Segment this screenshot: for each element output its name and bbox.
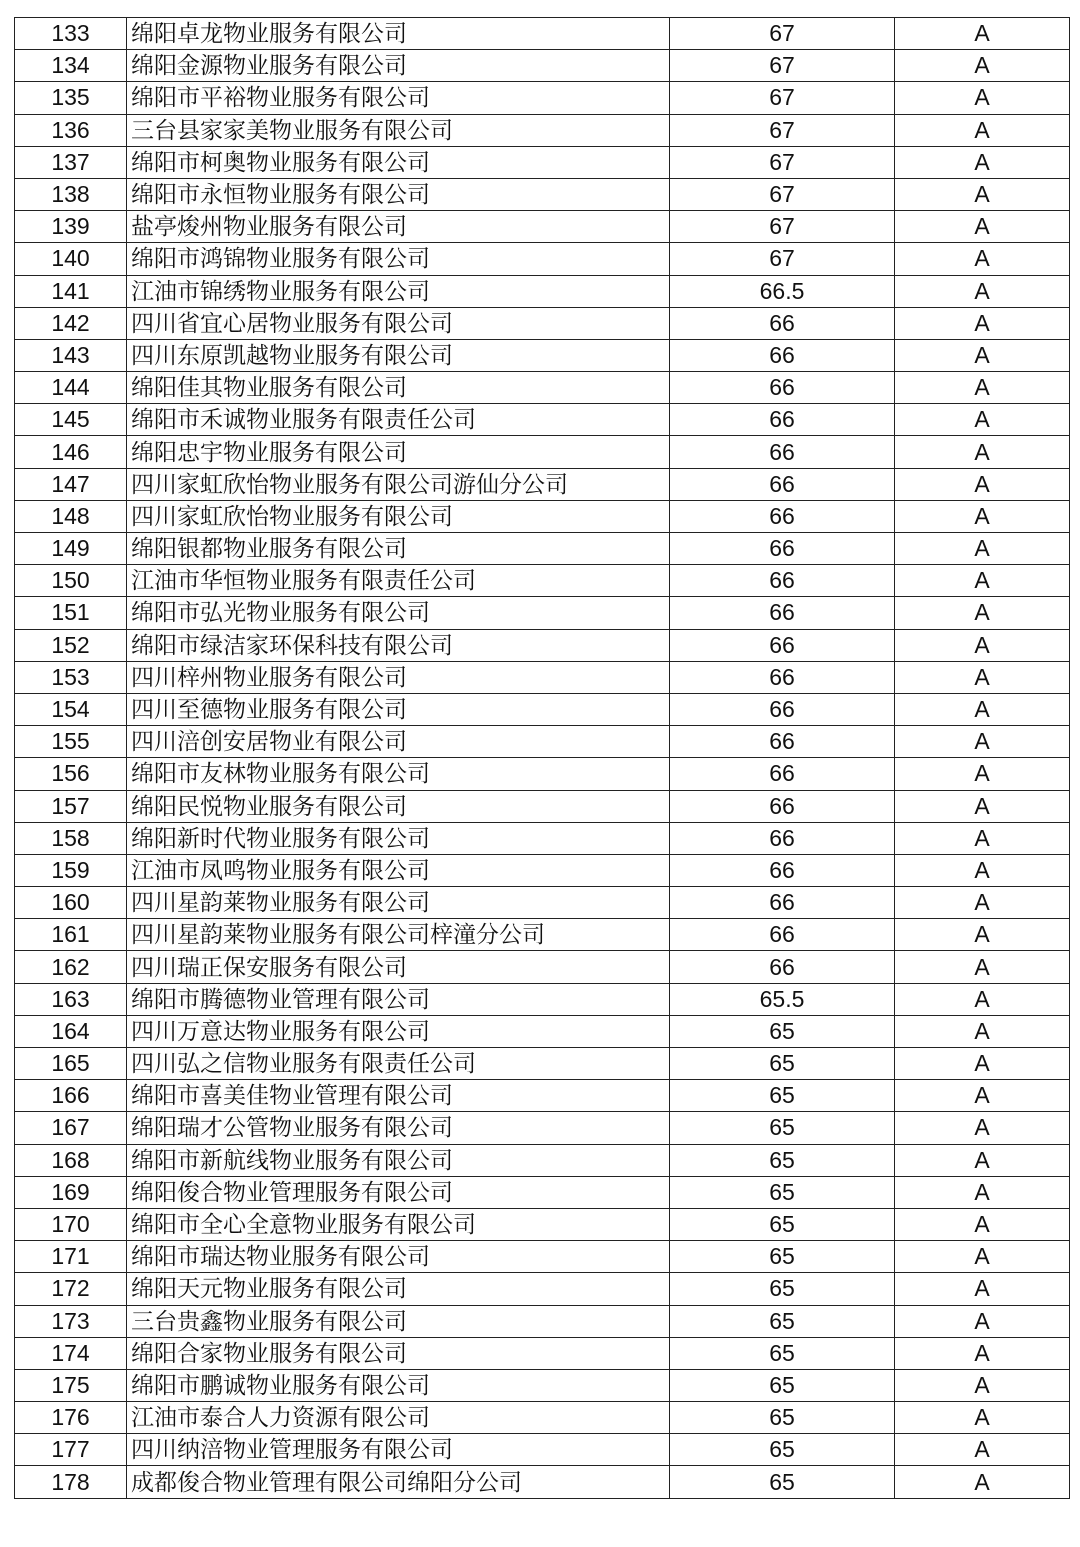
score: 65 <box>670 1273 895 1305</box>
table-row <box>15 1176 1070 1208</box>
grade: A <box>895 1466 1070 1498</box>
row-number: 158 <box>15 822 127 854</box>
table-row <box>15 597 1070 629</box>
score: 67 <box>670 146 895 178</box>
table-row <box>15 790 1070 822</box>
company-name: 三台县家家美物业服务有限公司 <box>127 114 670 146</box>
company-name: 四川涪创安居物业有限公司 <box>127 726 670 758</box>
grade: A <box>895 1305 1070 1337</box>
company-name: 四川家虹欣怡物业服务有限公司游仙分公司 <box>127 468 670 500</box>
company-name: 江油市凤鸣物业服务有限公司 <box>127 854 670 886</box>
grade: A <box>895 1176 1070 1208</box>
table-row <box>15 1273 1070 1305</box>
table-row <box>15 50 1070 82</box>
row-number: 147 <box>15 468 127 500</box>
row-number: 177 <box>15 1434 127 1466</box>
grade: A <box>895 854 1070 886</box>
table-row <box>15 887 1070 919</box>
company-name: 绵阳银都物业服务有限公司 <box>127 533 670 565</box>
rating-table <box>14 17 1070 1499</box>
grade: A <box>895 887 1070 919</box>
row-number: 136 <box>15 114 127 146</box>
score: 65 <box>670 1402 895 1434</box>
score: 66 <box>670 822 895 854</box>
grade: A <box>895 1241 1070 1273</box>
grade: A <box>895 146 1070 178</box>
table-row <box>15 211 1070 243</box>
table-row <box>15 854 1070 886</box>
company-name: 绵阳市喜美佳物业管理有限公司 <box>127 1080 670 1112</box>
grade: A <box>895 468 1070 500</box>
row-number: 141 <box>15 275 127 307</box>
table-row <box>15 661 1070 693</box>
table-row <box>15 1369 1070 1401</box>
table-row <box>15 1080 1070 1112</box>
row-number: 143 <box>15 339 127 371</box>
grade: A <box>895 790 1070 822</box>
company-name: 绵阳市柯奥物业服务有限公司 <box>127 146 670 178</box>
table-row <box>15 1434 1070 1466</box>
grade: A <box>895 372 1070 404</box>
table-row <box>15 468 1070 500</box>
company-name: 四川星韵莱物业服务有限公司梓潼分公司 <box>127 919 670 951</box>
grade: A <box>895 1337 1070 1369</box>
table-row <box>15 1241 1070 1273</box>
grade: A <box>895 1048 1070 1080</box>
company-name: 江油市锦绣物业服务有限公司 <box>127 275 670 307</box>
row-number: 164 <box>15 1015 127 1047</box>
grade: A <box>895 629 1070 661</box>
company-name: 四川省宜心居物业服务有限公司 <box>127 307 670 339</box>
table-row <box>15 951 1070 983</box>
table-row <box>15 307 1070 339</box>
table-row <box>15 629 1070 661</box>
row-number: 152 <box>15 629 127 661</box>
table-row <box>15 178 1070 210</box>
company-name: 江油市华恒物业服务有限责任公司 <box>127 565 670 597</box>
row-number: 160 <box>15 887 127 919</box>
table-row <box>15 919 1070 951</box>
row-number: 159 <box>15 854 127 886</box>
table-row <box>15 436 1070 468</box>
row-number: 145 <box>15 404 127 436</box>
row-number: 172 <box>15 1273 127 1305</box>
company-name: 绵阳天元物业服务有限公司 <box>127 1273 670 1305</box>
row-number: 134 <box>15 50 127 82</box>
grade: A <box>895 1080 1070 1112</box>
grade: A <box>895 726 1070 758</box>
score: 66 <box>670 726 895 758</box>
grade: A <box>895 82 1070 114</box>
grade: A <box>895 565 1070 597</box>
company-name: 绵阳市全心全意物业服务有限公司 <box>127 1208 670 1240</box>
company-name: 三台贵鑫物业服务有限公司 <box>127 1305 670 1337</box>
grade: A <box>895 1273 1070 1305</box>
grade: A <box>895 243 1070 275</box>
table-row <box>15 18 1070 50</box>
company-name: 四川至德物业服务有限公司 <box>127 693 670 725</box>
score: 66.5 <box>670 275 895 307</box>
score: 67 <box>670 211 895 243</box>
score: 66 <box>670 436 895 468</box>
grade: A <box>895 533 1070 565</box>
row-number: 166 <box>15 1080 127 1112</box>
score: 65 <box>670 1466 895 1498</box>
table-row <box>15 372 1070 404</box>
grade: A <box>895 18 1070 50</box>
grade: A <box>895 50 1070 82</box>
score: 67 <box>670 82 895 114</box>
table-row <box>15 1466 1070 1498</box>
score: 66 <box>670 887 895 919</box>
grade: A <box>895 436 1070 468</box>
table-row <box>15 1337 1070 1369</box>
score: 66 <box>670 919 895 951</box>
table-row <box>15 822 1070 854</box>
score: 66 <box>670 693 895 725</box>
score: 66 <box>670 404 895 436</box>
table-row <box>15 1305 1070 1337</box>
score: 67 <box>670 178 895 210</box>
grade: A <box>895 114 1070 146</box>
score: 67 <box>670 114 895 146</box>
row-number: 139 <box>15 211 127 243</box>
company-name: 绵阳市瑞达物业服务有限公司 <box>127 1241 670 1273</box>
row-number: 135 <box>15 82 127 114</box>
row-number: 138 <box>15 178 127 210</box>
row-number: 153 <box>15 661 127 693</box>
company-name: 绵阳市新航线物业服务有限公司 <box>127 1144 670 1176</box>
score: 65 <box>670 1241 895 1273</box>
table-row <box>15 1112 1070 1144</box>
table-row <box>15 533 1070 565</box>
score: 67 <box>670 50 895 82</box>
score: 65 <box>670 1080 895 1112</box>
score: 66 <box>670 339 895 371</box>
table-row <box>15 404 1070 436</box>
company-name: 绵阳忠宇物业服务有限公司 <box>127 436 670 468</box>
table-row <box>15 1402 1070 1434</box>
grade: A <box>895 178 1070 210</box>
company-name: 成都俊合物业管理有限公司绵阳分公司 <box>127 1466 670 1498</box>
row-number: 170 <box>15 1208 127 1240</box>
company-name: 绵阳卓龙物业服务有限公司 <box>127 18 670 50</box>
row-number: 146 <box>15 436 127 468</box>
company-name: 绵阳市平裕物业服务有限公司 <box>127 82 670 114</box>
table-row <box>15 565 1070 597</box>
company-name: 四川星韵莱物业服务有限公司 <box>127 887 670 919</box>
row-number: 155 <box>15 726 127 758</box>
score: 66 <box>670 500 895 532</box>
row-number: 151 <box>15 597 127 629</box>
table-row <box>15 1208 1070 1240</box>
company-name: 绵阳市友林物业服务有限公司 <box>127 758 670 790</box>
score: 66 <box>670 597 895 629</box>
row-number: 140 <box>15 243 127 275</box>
company-name: 绵阳市绿洁家环保科技有限公司 <box>127 629 670 661</box>
score: 66 <box>670 307 895 339</box>
row-number: 178 <box>15 1466 127 1498</box>
grade: A <box>895 597 1070 629</box>
company-name: 盐亭焌州物业服务有限公司 <box>127 211 670 243</box>
table-row <box>15 114 1070 146</box>
company-name: 绵阳新时代物业服务有限公司 <box>127 822 670 854</box>
table-row <box>15 693 1070 725</box>
company-name: 绵阳市鹏诚物业服务有限公司 <box>127 1369 670 1401</box>
table-row <box>15 82 1070 114</box>
table-row <box>15 1015 1070 1047</box>
score: 65 <box>670 1144 895 1176</box>
grade: A <box>895 1015 1070 1047</box>
company-name: 绵阳佳其物业服务有限公司 <box>127 372 670 404</box>
grade: A <box>895 822 1070 854</box>
score: 66 <box>670 468 895 500</box>
score: 66 <box>670 372 895 404</box>
grade: A <box>895 661 1070 693</box>
row-number: 162 <box>15 951 127 983</box>
score: 65 <box>670 1337 895 1369</box>
company-name: 绵阳俊合物业管理服务有限公司 <box>127 1176 670 1208</box>
row-number: 169 <box>15 1176 127 1208</box>
row-number: 165 <box>15 1048 127 1080</box>
grade: A <box>895 983 1070 1015</box>
company-name: 江油市泰合人力资源有限公司 <box>127 1402 670 1434</box>
grade: A <box>895 758 1070 790</box>
company-name: 绵阳市禾诚物业服务有限责任公司 <box>127 404 670 436</box>
row-number: 144 <box>15 372 127 404</box>
row-number: 173 <box>15 1305 127 1337</box>
score: 65 <box>670 1015 895 1047</box>
table-row <box>15 275 1070 307</box>
row-number: 133 <box>15 18 127 50</box>
grade: A <box>895 1112 1070 1144</box>
score: 65 <box>670 1112 895 1144</box>
grade: A <box>895 275 1070 307</box>
score: 65 <box>670 1176 895 1208</box>
score: 65 <box>670 1369 895 1401</box>
grade: A <box>895 919 1070 951</box>
grade: A <box>895 1208 1070 1240</box>
rating-table-body <box>15 18 1070 1499</box>
score: 65 <box>670 1048 895 1080</box>
score: 66 <box>670 661 895 693</box>
grade: A <box>895 1369 1070 1401</box>
table-row <box>15 1048 1070 1080</box>
grade: A <box>895 1402 1070 1434</box>
row-number: 174 <box>15 1337 127 1369</box>
score: 67 <box>670 18 895 50</box>
grade: A <box>895 307 1070 339</box>
row-number: 163 <box>15 983 127 1015</box>
grade: A <box>895 404 1070 436</box>
company-name: 四川万意达物业服务有限公司 <box>127 1015 670 1047</box>
score: 66 <box>670 629 895 661</box>
company-name: 绵阳市腾德物业管理有限公司 <box>127 983 670 1015</box>
score: 65 <box>670 1305 895 1337</box>
row-number: 148 <box>15 500 127 532</box>
row-number: 154 <box>15 693 127 725</box>
score: 65 <box>670 1208 895 1240</box>
grade: A <box>895 339 1070 371</box>
company-name: 四川纳涪物业管理服务有限公司 <box>127 1434 670 1466</box>
row-number: 149 <box>15 533 127 565</box>
grade: A <box>895 693 1070 725</box>
score: 66 <box>670 790 895 822</box>
score: 66 <box>670 565 895 597</box>
company-name: 绵阳瑞才公管物业服务有限公司 <box>127 1112 670 1144</box>
table-row <box>15 500 1070 532</box>
company-name: 绵阳合家物业服务有限公司 <box>127 1337 670 1369</box>
grade: A <box>895 1434 1070 1466</box>
table-row <box>15 243 1070 275</box>
table-row <box>15 146 1070 178</box>
row-number: 142 <box>15 307 127 339</box>
score: 66 <box>670 758 895 790</box>
score: 65 <box>670 1434 895 1466</box>
company-name: 绵阳民悦物业服务有限公司 <box>127 790 670 822</box>
score: 65.5 <box>670 983 895 1015</box>
table-row <box>15 758 1070 790</box>
company-name: 绵阳市弘光物业服务有限公司 <box>127 597 670 629</box>
row-number: 161 <box>15 919 127 951</box>
company-name: 四川弘之信物业服务有限责任公司 <box>127 1048 670 1080</box>
row-number: 156 <box>15 758 127 790</box>
score: 66 <box>670 951 895 983</box>
score: 67 <box>670 243 895 275</box>
company-name: 绵阳金源物业服务有限公司 <box>127 50 670 82</box>
company-name: 绵阳市永恒物业服务有限公司 <box>127 178 670 210</box>
score: 66 <box>670 854 895 886</box>
table-row <box>15 983 1070 1015</box>
score: 66 <box>670 533 895 565</box>
table-row <box>15 339 1070 371</box>
grade: A <box>895 211 1070 243</box>
company-name: 四川瑞正保安服务有限公司 <box>127 951 670 983</box>
row-number: 176 <box>15 1402 127 1434</box>
company-name: 四川梓州物业服务有限公司 <box>127 661 670 693</box>
table-row <box>15 726 1070 758</box>
row-number: 137 <box>15 146 127 178</box>
row-number: 150 <box>15 565 127 597</box>
company-name: 四川家虹欣怡物业服务有限公司 <box>127 500 670 532</box>
row-number: 157 <box>15 790 127 822</box>
company-name: 四川东原凯越物业服务有限公司 <box>127 339 670 371</box>
table-row <box>15 1144 1070 1176</box>
row-number: 167 <box>15 1112 127 1144</box>
row-number: 171 <box>15 1241 127 1273</box>
grade: A <box>895 951 1070 983</box>
grade: A <box>895 1144 1070 1176</box>
row-number: 175 <box>15 1369 127 1401</box>
row-number: 168 <box>15 1144 127 1176</box>
grade: A <box>895 500 1070 532</box>
company-name: 绵阳市鸿锦物业服务有限公司 <box>127 243 670 275</box>
